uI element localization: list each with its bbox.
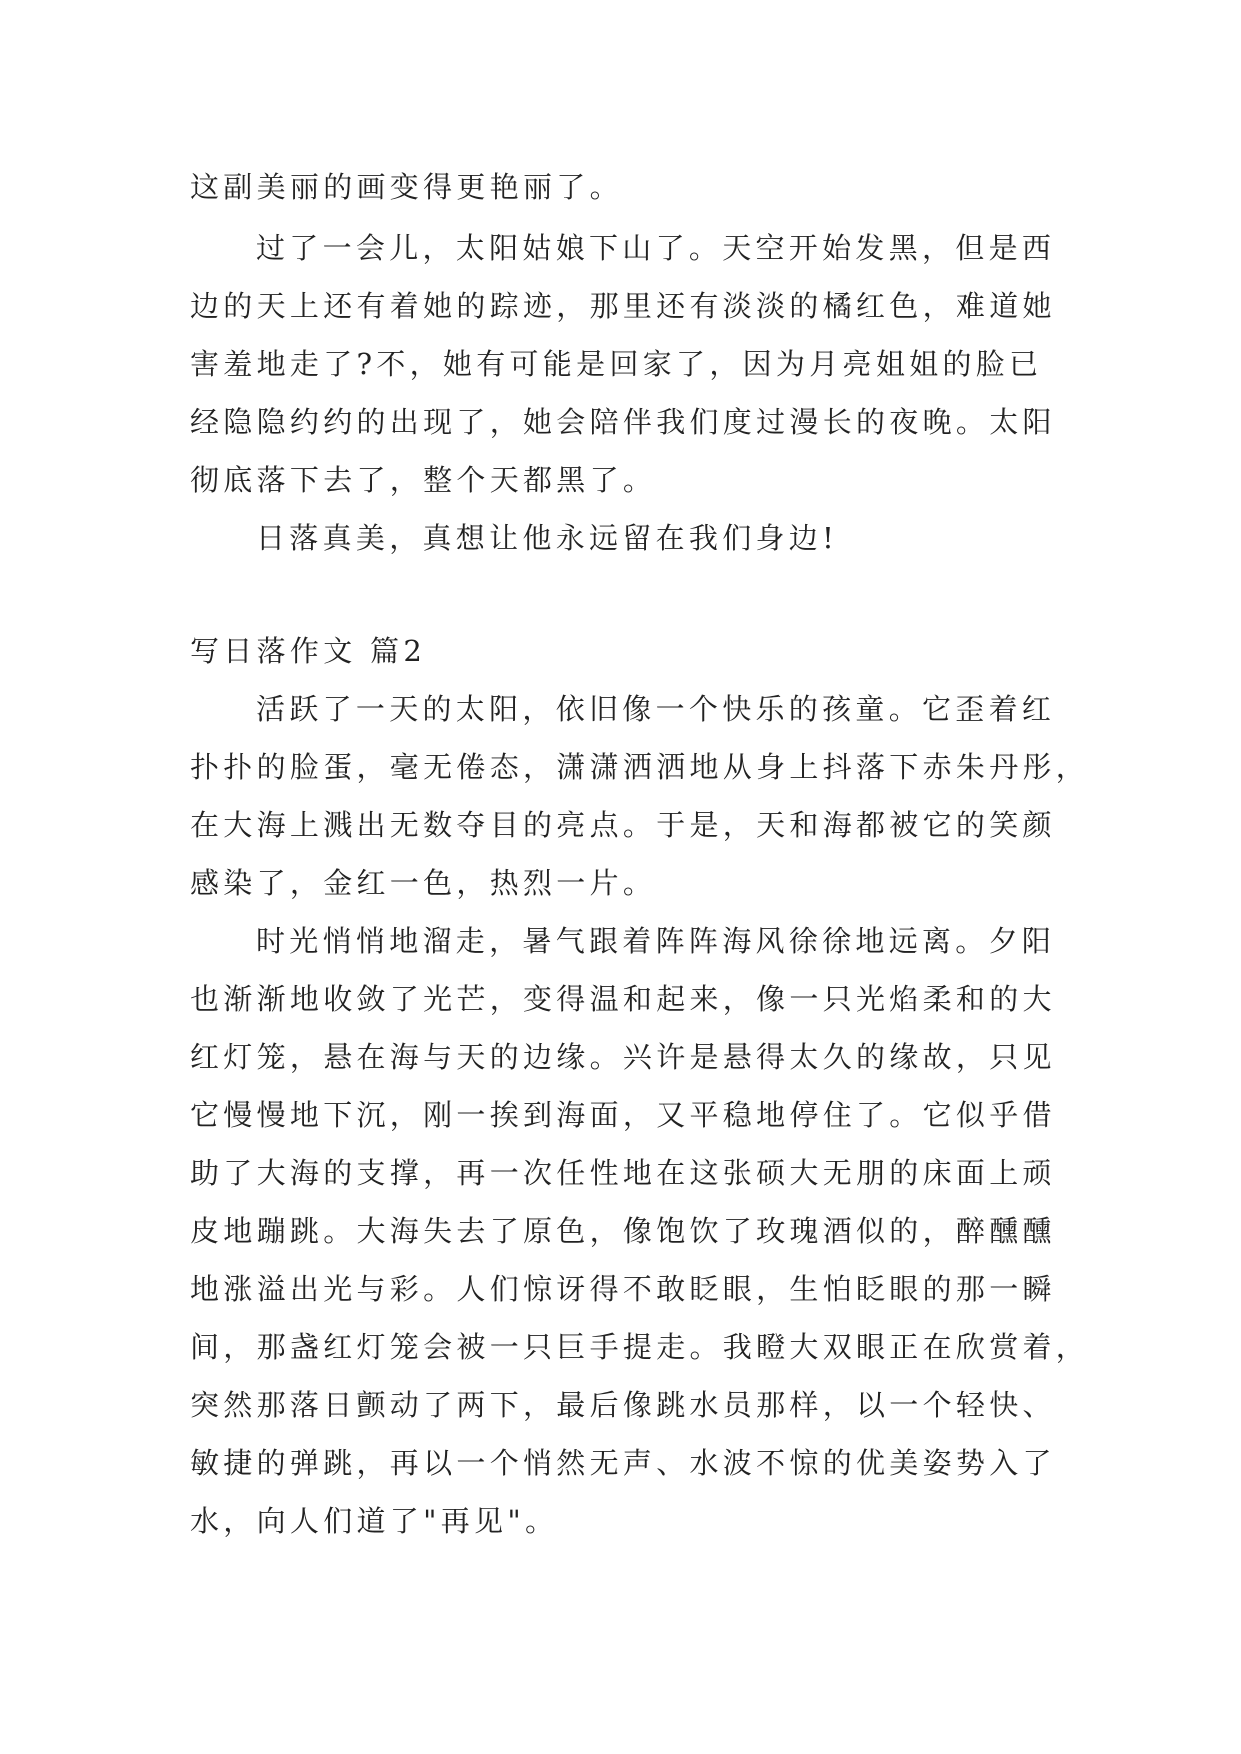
text-line: 它慢慢地下沉，刚一挨到海面，又平稳地停住了。它似乎借 [190, 1098, 1056, 1132]
text-line: 害羞地走了?不，她有可能是回家了，因为月亮姐姐的脸已 [190, 347, 1043, 381]
text-line: 也渐渐地收敛了光芒，变得温和起来，像一只光焰柔和的大 [190, 982, 1056, 1016]
paragraph-first-line: 时光悄悄地溜走，暑气跟着阵阵海风徐徐地远离。夕阳 [256, 924, 1056, 958]
paragraph-first-line: 活跃了一天的太阳，依旧像一个快乐的孩童。它歪着红 [256, 692, 1056, 726]
text-line: 在大海上溅出无数夺目的亮点。于是，天和海都被它的笑颜 [190, 808, 1056, 842]
text-line: 彻底落下去了，整个天都黑了。 [190, 463, 657, 497]
paragraph-first-line: 日落真美，真想让他永远留在我们身边! [256, 521, 839, 555]
text-line: 扑扑的脸蛋，毫无倦态，潇潇洒洒地从身上抖落下赤朱丹彤， [190, 750, 1090, 784]
text-line: 间，那盏红灯笼会被一只巨手提走。我瞪大双眼正在欣赏着， [190, 1330, 1090, 1364]
text-line: 敏捷的弹跳，再以一个悄然无声、水波不惊的优美姿势入了 [190, 1446, 1056, 1480]
section-heading: 写日落作文 篇2 [190, 634, 427, 668]
text-line: 红灯笼，悬在海与天的边缘。兴许是悬得太久的缘故，只见 [190, 1040, 1056, 1074]
text-line: 经隐隐约约的出现了，她会陪伴我们度过漫长的夜晚。太阳 [190, 405, 1056, 439]
paragraph-first-line: 过了一会儿，太阳姑娘下山了。天空开始发黑，但是西 [256, 231, 1056, 265]
text-line: 皮地蹦跳。大海失去了原色，像饱饮了玫瑰酒似的，醉醺醺 [190, 1214, 1056, 1248]
text-line: 边的天上还有着她的踪迹，那里还有淡淡的橘红色，难道她 [190, 289, 1056, 323]
text-line: 突然那落日颤动了两下，最后像跳水员那样，以一个轻快、 [190, 1388, 1056, 1422]
text-line: 感染了，金红一色，热烈一片。 [190, 866, 657, 900]
text-line: 这副美丽的画变得更艳丽了。 [190, 170, 623, 204]
text-line: 助了大海的支撑，再一次任性地在这张硕大无朋的床面上顽 [190, 1156, 1056, 1190]
text-line: 水，向人们道了"再见"。 [190, 1504, 559, 1538]
text-line: 地涨溢出光与彩。人们惊讶得不敢眨眼，生怕眨眼的那一瞬 [190, 1272, 1056, 1306]
